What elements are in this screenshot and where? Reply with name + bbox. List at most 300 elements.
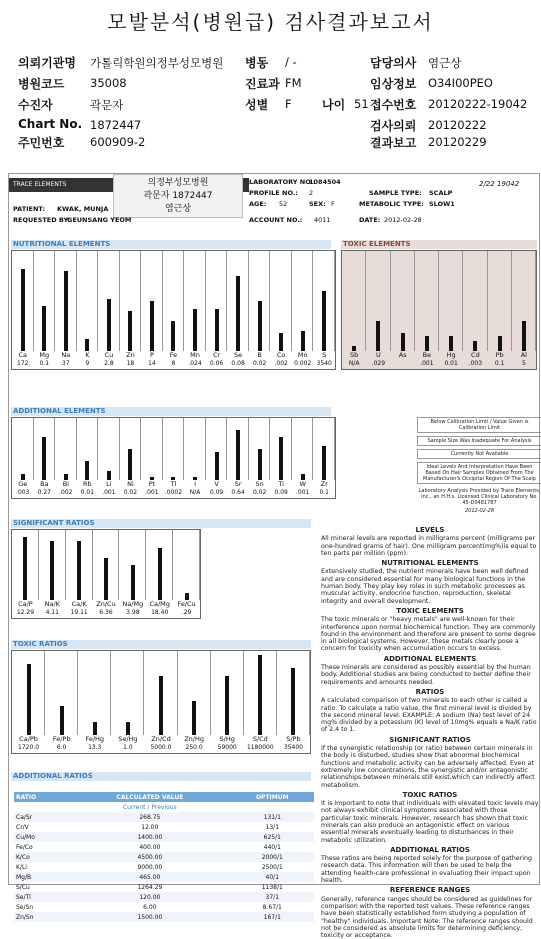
value-Na/Mg: 3.98 (126, 609, 140, 616)
info-right-4-value: 20120229 (428, 135, 487, 149)
label-Tl: Tl (170, 480, 177, 488)
chart-column (163, 418, 185, 480)
info-right-2-value: 20120222-19042 (428, 97, 528, 111)
chart-column (366, 251, 390, 351)
chart-column (119, 530, 146, 600)
legend-notes (417, 417, 541, 515)
additional-heading: ADDITIONAL ELEMENTS (11, 407, 331, 416)
age-label: AGE: (249, 200, 267, 208)
calc-cell: 9000.00 (137, 863, 163, 871)
bar-Ti (279, 437, 283, 480)
chart-column (12, 418, 34, 480)
chart-column (211, 651, 244, 735)
value-K: 9 (85, 360, 90, 367)
label-Zn/Hg: Zn/Hg (184, 735, 204, 743)
info-right-0-label: 담당의사 (370, 56, 417, 70)
info-left-4-label: 주민번호 (18, 136, 65, 150)
handwritten-note: 2/22 19042 (479, 180, 520, 188)
chart-column (34, 251, 56, 351)
value-Fe/Cu: .29 (181, 609, 192, 616)
bar-Co (279, 333, 283, 351)
chart-column (12, 251, 34, 351)
value-Zn/Cd: 5000.0 (150, 744, 172, 751)
toxic-chart (341, 250, 537, 370)
bar-Pb (498, 336, 502, 351)
value-Se/Hg: 1.0 (123, 744, 133, 751)
text-heading: NUTRITIONAL ELEMENTS (381, 559, 479, 568)
label-Li: Li (106, 480, 112, 488)
label-Fe: Fe (169, 351, 178, 359)
table-row (14, 812, 314, 822)
label-Ti: Ti (278, 480, 284, 488)
info-right-3-label: 검사의뢰 (370, 119, 417, 133)
bar-Na/K (50, 541, 54, 601)
calc-cell: 1400.00 (137, 833, 163, 841)
value-Zr: 0.1 (319, 489, 329, 496)
value-Fe: 8 (171, 360, 176, 367)
value-B: 0.02 (252, 360, 267, 367)
bar-Ca/Pb (27, 664, 31, 735)
table-row (14, 852, 314, 862)
sample-label: SAMPLE TYPE: (369, 189, 422, 197)
text-body: Generally, reference ranges should be considered as guidelines for comparison with the reported test values. These reference ranges have been statistically established form studying a population of "healthy" individuals. Important Note: The reference ranges should not be considered as absolute limits for determining deficiency, toxicity or acceptance. (321, 895, 533, 939)
info-right-2-label: 접수번호 (370, 98, 417, 112)
chart-column (12, 651, 45, 735)
bar-S/Pb (291, 668, 295, 735)
text-body: All mineral levels are reported in milligrams percent (milligrams per one-hundred grams of hair). One milligram percent(mg%)is equal to ten parts per million (ppm). (321, 535, 537, 557)
bar-Ba (42, 437, 46, 480)
sex-label: SEX: (309, 200, 326, 208)
lab-name: TRACE ELEMENTS (13, 181, 67, 188)
label-Co: Co (276, 351, 286, 359)
ratio-cell: Se/Tl (16, 893, 31, 901)
stamp-doctor: 염근상 (164, 204, 192, 214)
info-left-1-label: 병원코드 (18, 77, 65, 91)
calc-cell: 1500.00 (137, 913, 163, 921)
chart-column (270, 251, 292, 351)
chart-column (98, 418, 120, 480)
value-Ni: 0.02 (123, 489, 138, 496)
info-left-1-value: 35008 (90, 76, 127, 90)
label-Bi: Bi (62, 480, 69, 488)
label-B: B (257, 351, 262, 359)
label-Zn: Zn (126, 351, 135, 359)
add-ratios-heading: ADDITIONAL RATIOS (11, 772, 311, 781)
sample-type: SCALP (429, 189, 453, 197)
bar-Cd (473, 341, 477, 351)
chart-column (34, 418, 56, 480)
note-sample-size: Sample Size Was Inadequate For Analysis (417, 436, 541, 446)
bar-Mo (301, 331, 305, 351)
value-Ca/Pb: 1720.0 (18, 744, 40, 751)
value-Hg: 0.01 (444, 360, 458, 367)
info-mid-0-value: / - (285, 55, 297, 69)
info-left-0-label: 의뢰기관명 (18, 56, 76, 70)
label-Ca: Ca (18, 351, 28, 359)
chart-column (12, 530, 39, 600)
value-Zn/Hg: 250.0 (185, 744, 203, 751)
nutritional-heading: NUTRITIONAL ELEMENTS (11, 240, 331, 249)
chart-column (313, 251, 335, 351)
value-Ca/P: 12.29 (16, 609, 35, 616)
text-body: These minerals are considered as possibly essential by the human body. Additional studies are being conducted to better define their requirements and amounts needed. (321, 664, 531, 686)
chart-column (463, 251, 487, 351)
chart-column (144, 651, 177, 735)
bar-Zn/Cd (159, 676, 163, 735)
text-heading: ADDITIONAL RATIOS (390, 845, 470, 854)
bar-Na (64, 271, 68, 351)
calc-cell: 268.75 (139, 813, 161, 821)
bar-Zn/Cu (104, 558, 108, 600)
optimum-cell: 8.67/1 (262, 903, 282, 911)
optimum-cell: 40/1 (265, 873, 280, 881)
chart-column (77, 251, 99, 351)
note-ideal-levels: Ideal Levels And Interpretation Have Been Based On Hair Samples Obtained From The Manufacturer's Occipital Region Of The Scalp (417, 462, 541, 484)
chart-column (111, 651, 144, 735)
chart-column (78, 651, 111, 735)
info-left-2-value: 곽문자 (90, 98, 124, 112)
label-Mn: Mn (190, 351, 200, 359)
table-row (14, 912, 314, 922)
chart-column (120, 418, 142, 480)
metabolic-label: METABOLIC TYPE: (359, 200, 424, 208)
chart-column (98, 251, 120, 351)
info-mid-1-label: 진료과 (245, 77, 280, 91)
value-Ca/K: 19.11 (70, 609, 88, 616)
label-Zn/Cd: Zn/Cd (151, 735, 171, 743)
bar-Ni (128, 449, 132, 480)
sig-ratios-heading: SIGNIFICANT RATIOS (11, 519, 311, 528)
bar-Ca/P (23, 537, 27, 600)
bar-Se (236, 276, 240, 351)
table-row (14, 902, 314, 912)
info-mid-0-label: 병동 (245, 56, 269, 70)
bar-Na/Mg (131, 565, 135, 600)
bar-Mg (42, 306, 46, 351)
chart-column (277, 651, 310, 735)
profile-no: 2 (309, 189, 314, 197)
age-value: 51 (354, 97, 369, 111)
info-right-3-value: 20120222 (428, 118, 487, 132)
value-P: 14 (148, 360, 156, 367)
bar-Sr (236, 430, 240, 480)
hair-analysis-report (8, 173, 541, 939)
note-calibration: Below Calibration Limit / Value Given is Calibration Limit (417, 417, 541, 433)
chart-column (45, 651, 78, 735)
optimum-cell: 1138/1 (261, 883, 283, 891)
ratio-col-header: RATIO (16, 793, 37, 801)
table-row (14, 882, 314, 892)
report-date: 2012-02-28 (384, 216, 422, 224)
bar-Fe/Cu (185, 593, 189, 600)
current-previous-label: Current / Previous (122, 803, 177, 811)
ratio-cell: Zn/Sn (16, 913, 34, 921)
bar-B (258, 301, 262, 351)
label-Be: Be (422, 351, 432, 359)
stamp-hospital: 의정부성모병원 (147, 178, 209, 188)
chart-column (93, 530, 120, 600)
value-W: .001 (296, 489, 310, 496)
label-K: K (85, 351, 90, 359)
label-Zr: Zr (320, 480, 328, 488)
label-Na/Mg: Na/Mg (122, 600, 144, 608)
requested-by: GEUNSANG YEOM (67, 216, 132, 224)
ratio-cell: K/Li (16, 863, 27, 871)
chart-column (249, 251, 271, 351)
label-Pt: Pt (148, 480, 156, 488)
bar-Hg (449, 336, 453, 351)
label-S/Pb: S/Pb (286, 735, 301, 743)
calc-cell: 1264.29 (137, 883, 163, 891)
bar-Zn (128, 311, 132, 351)
label-Cu: Cu (104, 351, 114, 359)
label-Ge: Ge (18, 480, 28, 488)
label-V: V (214, 480, 219, 488)
chart-column (120, 251, 142, 351)
value-Ca/Mg: 18.40 (151, 609, 169, 616)
chart-column (66, 530, 93, 600)
optimum-cell: 440/1 (263, 843, 281, 851)
optimum-cell: 167/1 (263, 913, 281, 921)
label-Ni: Ni (127, 480, 134, 488)
bar-Rb (85, 461, 89, 480)
chart-column (227, 418, 249, 480)
value-I: N/A (189, 489, 201, 496)
account-no: 4011 (314, 216, 331, 224)
calc-cell: 120.00 (139, 893, 161, 901)
text-heading: RATIOS (415, 687, 445, 696)
text-heading: ADDITIONAL ELEMENTS (383, 654, 477, 663)
value-Sn: 0.02 (252, 489, 267, 496)
ratio-cell: S/Cu (16, 883, 30, 891)
value-Sr: 0.64 (231, 489, 245, 496)
label-Sb: Sb (349, 351, 359, 359)
chart-column (391, 251, 415, 351)
label-Al: Al (520, 351, 527, 359)
value-S/Cd: 1180000 (246, 744, 274, 751)
bar-Ca/K (77, 541, 81, 601)
bar-K (85, 339, 89, 351)
value-Al: 5 (521, 360, 526, 367)
text-heading: REFERENCE RANGES (389, 886, 471, 895)
label-Fe/Cu: Fe/Cu (177, 600, 196, 608)
ratio-cell: Cu/Mo (16, 833, 35, 841)
label-Zn/Cu: Zn/Cu (96, 600, 116, 608)
value-Ge: .003 (16, 489, 30, 496)
optimum-col-header: OPTIMUM (255, 793, 289, 801)
chart-column (163, 251, 185, 351)
chart-column (206, 251, 228, 351)
label-S: S (322, 351, 327, 359)
value-Rb: 0.01 (80, 489, 95, 496)
info-mid-2-value: F (285, 97, 292, 111)
table-row (14, 872, 314, 882)
value-Tl: .0002 (164, 489, 183, 496)
value-U: .029 (371, 360, 386, 367)
label-Ca/Pb: Ca/Pb (19, 735, 38, 743)
value-Mn: .024 (188, 360, 202, 367)
label-Fe/Hg: Fe/Hg (85, 735, 105, 743)
value-S: 3540 (316, 360, 332, 367)
optimum-cell: 2000/1 (261, 853, 283, 861)
bar-Zn/Hg (192, 701, 196, 735)
label-Ca/Mg: Ca/Mg (149, 600, 170, 608)
table-row (14, 822, 314, 832)
chart-column (227, 251, 249, 351)
label-S/Hg: S/Hg (219, 735, 235, 743)
chart-column (488, 251, 512, 351)
bar-As (401, 333, 405, 351)
chart-column (206, 418, 228, 480)
chart-column (77, 418, 99, 480)
text-heading: LEVELS (415, 526, 445, 534)
value-S/Pb: 35400 (283, 744, 303, 751)
hospital-stamp (113, 174, 243, 218)
value-S/Hg: 59000 (217, 744, 237, 751)
value-Zn/Cu: 6.36 (99, 609, 113, 616)
value-Zn: 18 (126, 360, 135, 367)
value-Na/K: 4.11 (45, 609, 59, 616)
info-left-4-value: 600909-2 (90, 135, 146, 149)
value-Li: .001 (102, 489, 116, 496)
optimum-cell: 131/1 (263, 813, 281, 821)
sig-ratios-chart (11, 529, 201, 619)
text-body: It is important to note that individuals with elevated toxic levels may not always exhibit clinical symptoms associated with those particular toxic minerals. However, research has shown that toxic minerals can also produce an antagonistic effect on various essential minerals eventually leading to disturbances in their metabolic utilization. (321, 800, 539, 844)
calc-cell: 6.00 (143, 903, 157, 911)
label-Mo: Mo (297, 351, 308, 359)
bar-Fe (171, 321, 175, 351)
label-Sn: Sn (255, 480, 264, 488)
note-not-available: Currently Not Available (417, 449, 541, 459)
label-Pb: Pb (495, 351, 504, 359)
chart-column (270, 418, 292, 480)
value-Cu: 2.8 (104, 360, 114, 367)
value-Mo: 0.002 (294, 360, 312, 367)
bar-Li (107, 471, 111, 480)
value-Cd: .003 (468, 360, 483, 367)
ratio-cell: Mg/B (16, 873, 32, 881)
text-body: A calculated comparison of two minerals to each other is called a ratio. To calculate a ratio value, the first mineral level is divided by the second mineral level. EXAMPLE: A sodium (Na) test level of 24 mg% divided by a potassium (K) level of 10mg% equals a Na/K ratio of 2.4 to 1. (321, 697, 537, 734)
label-As: As (398, 351, 407, 359)
toxic-ratios-heading: TOXIC RATIOS (11, 640, 311, 649)
value-Cr: 0.06 (209, 360, 224, 367)
ratio-cell: Cr/V (16, 823, 29, 831)
calc-cell: 4500.00 (137, 853, 163, 861)
bar-Al (522, 321, 526, 351)
patient-name: KWAK, MUNJA (57, 205, 109, 213)
toxic-heading: TOXIC ELEMENTS (341, 240, 537, 249)
age-value: 52 (279, 200, 288, 208)
patient-label: PATIENT: (13, 205, 46, 213)
value-Ti: 0.09 (274, 489, 288, 496)
info-right-1-value: O34I00PEO (428, 76, 493, 90)
bar-Fe/Pb (60, 706, 64, 735)
bar-Ca (21, 269, 25, 351)
label-Na/K: Na/K (44, 600, 60, 608)
optimum-cell: 37/1 (265, 893, 280, 901)
label-Ca/P: Ca/P (18, 600, 33, 608)
info-left-3-value: 1872447 (90, 118, 142, 132)
report-title: 모발분석(병원급) 검사결과보고서 (107, 10, 434, 34)
chart-column (439, 251, 463, 351)
text-heading: SIGNIFICANT RATIOS (389, 735, 471, 744)
chart-column (178, 651, 211, 735)
label-I: I (194, 480, 196, 488)
additional-chart (11, 417, 336, 499)
calc-cell: 465.00 (139, 873, 161, 881)
chart-column (244, 651, 277, 735)
optimum-cell: 13/1 (265, 823, 280, 831)
label-Rb: Rb (83, 480, 92, 488)
value-Ca: 172 (17, 360, 29, 367)
value-Mg: 0.1 (39, 360, 50, 367)
bar-Cr (215, 309, 219, 351)
text-body: If the synergistic relationship (or ratio) between certain minerals in the body is disturbed, studies show that abnormal biochemical functions and metabolic activity can be adversely affected. Even at extremely low concentrations, the synergistic and/or antagonistic relationships between minerals still exist,which can indirectly affect metabolism. (321, 745, 535, 789)
chart-column (141, 251, 163, 351)
chart-column (173, 530, 200, 600)
label-Na: Na (61, 351, 71, 359)
table-row (14, 862, 314, 872)
chart-column (146, 530, 173, 600)
value-Fe/Pb: 6.0 (56, 744, 67, 751)
label-Se: Se (234, 351, 243, 359)
bar-S/Cd (258, 655, 262, 735)
bar-Sn (258, 449, 262, 480)
chart-column (512, 251, 536, 351)
bar-P (150, 301, 154, 351)
label-W: W (299, 480, 306, 488)
calc-cell: 400.00 (139, 843, 161, 851)
explanatory-text (321, 524, 539, 939)
value-Be: .001 (420, 360, 434, 367)
label-Ca/K: Ca/K (71, 600, 87, 608)
value-Bi: .002 (59, 489, 73, 496)
value-V: 0.09 (209, 489, 224, 496)
note-date: 2012-02-28 (464, 508, 495, 514)
bar-Fe/Hg (93, 722, 97, 735)
ratio-cell: Fe/Co (16, 843, 33, 851)
bar-S (322, 291, 326, 351)
text-body: Extensively studied, the nutrient minerals have been well defined and are considered essential for many biological functions in the human body. They play key roles in such metabolic processes as muscular activity, endocrine function, reproduction, skeletal integrity and overall development. (321, 568, 529, 605)
note-laboratory: Laboratory Analysis Provided by Trace Elements, Inc., an H.H.s. Licensed Clinical Laboratory No. 45-D0481787 (418, 488, 541, 506)
bar-U (376, 321, 380, 351)
metabolic-type: SLOW1 (429, 200, 455, 208)
stamp-patient: 곽문자 1872447 (143, 191, 213, 201)
info-left-3-label: Chart No. (18, 117, 83, 131)
chart-column (184, 251, 206, 351)
value-Ba: 0.27 (37, 489, 51, 496)
lab-no-label: LABORATORY NO.: (249, 178, 316, 186)
chart-column (313, 418, 335, 480)
bar-Se/Hg (126, 722, 130, 735)
nutritional-chart (11, 250, 336, 370)
bar-Mn (193, 309, 197, 351)
chart-column (249, 418, 271, 480)
lab-no: 1084504 (309, 178, 341, 186)
bar-S/Hg (225, 676, 229, 735)
label-Sr: Sr (234, 480, 242, 488)
optimum-cell: 2500/1 (261, 863, 283, 871)
calc-col-header: CALCULATED VALUE (116, 793, 184, 801)
chart-column (55, 418, 77, 480)
info-mid-1-value: FM (285, 76, 302, 90)
sex-value: F (331, 200, 335, 208)
label-Cr: Cr (212, 351, 221, 359)
label-S/Cd: S/Cd (252, 735, 268, 743)
info-left-2-label: 수진자 (18, 98, 53, 112)
label-Fe/Pb: Fe/Pb (52, 735, 71, 743)
value-Se: 0.08 (231, 360, 245, 367)
